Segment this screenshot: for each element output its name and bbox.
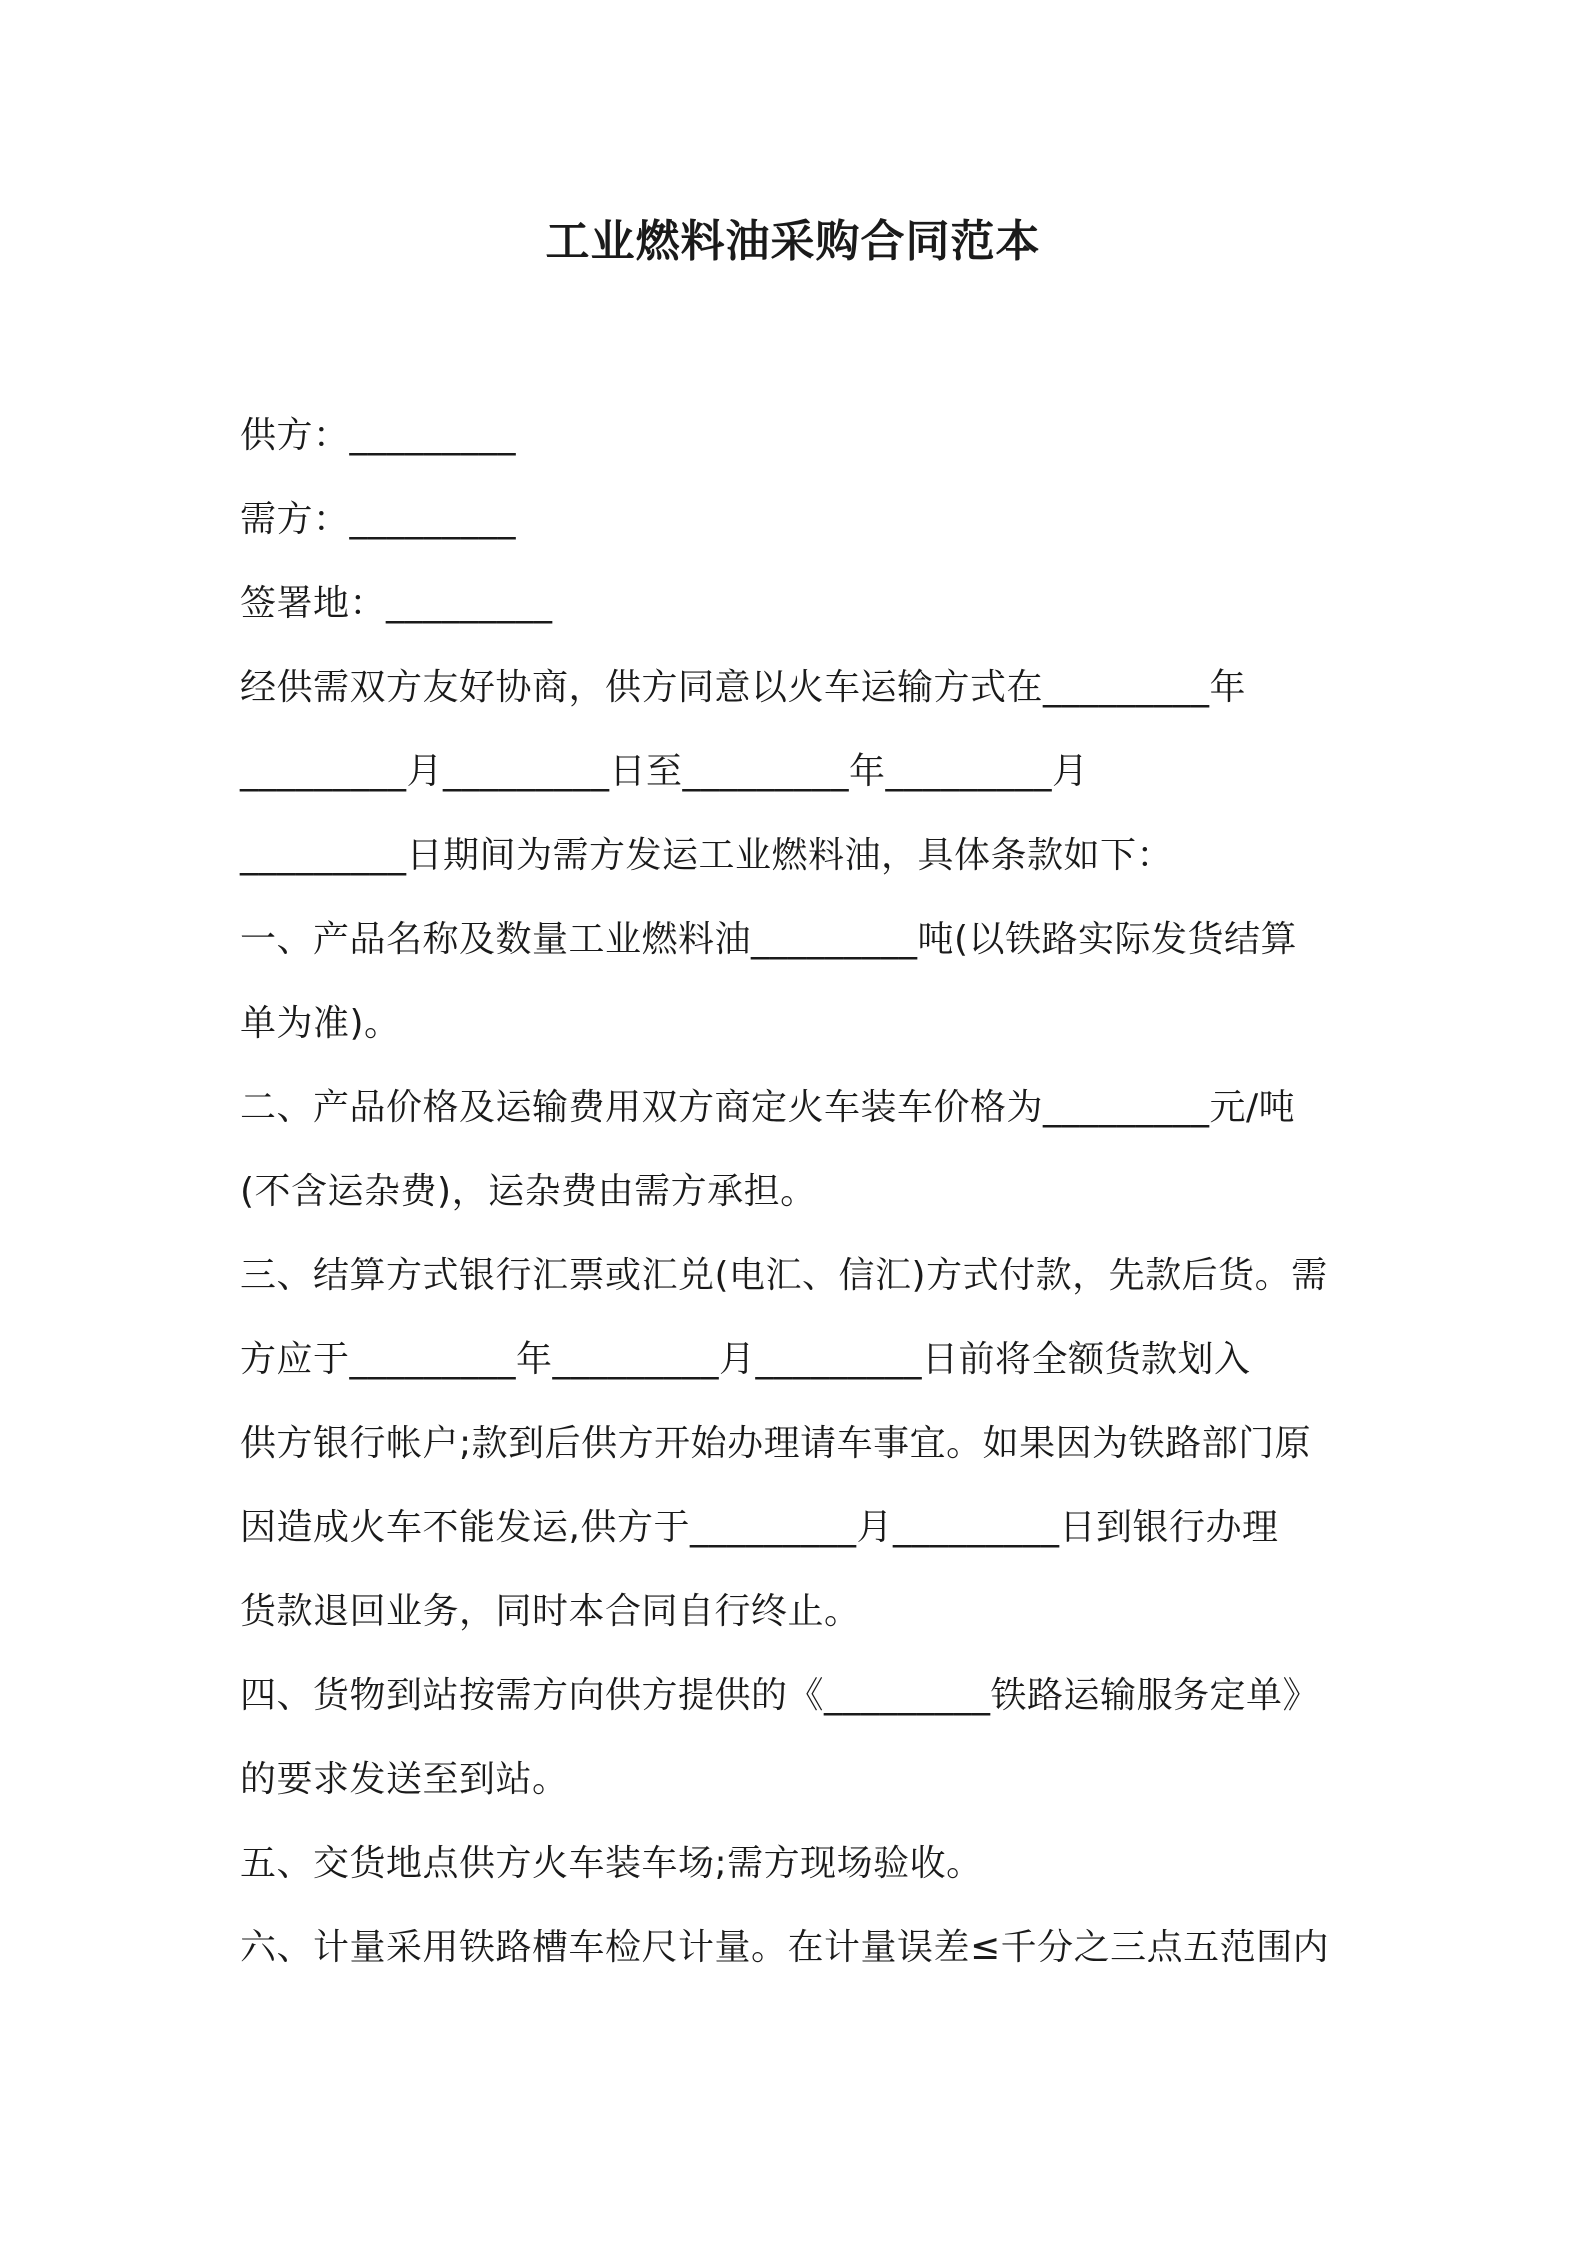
clause-2-line-1: 二、产品价格及运输费用双方商定火车装车价格为_________元/吨 xyxy=(240,1087,1296,1128)
clause-3-line-3: 供方银行帐户;款到后供方开始办理请车事宜。如果因为铁路部门原 xyxy=(240,1423,1312,1464)
clause-1-line-2: 单为准)。 xyxy=(240,1003,401,1044)
signing-place-line: 签署地：_________ xyxy=(240,583,553,624)
clause-1-line-1: 一、产品名称及数量工业燃料油_________吨(以铁路实际发货结算 xyxy=(240,919,1298,960)
clause-4-line-1: 四、货物到站按需方向供方提供的《_________铁路运输服务定单》 xyxy=(240,1675,1320,1716)
document-title: 工业燃料油采购合同范本 xyxy=(545,216,1041,267)
intro-line-2: _________月_________日至_________年_________月 xyxy=(240,751,1089,792)
buyer-line: 需方：_________ xyxy=(240,499,517,540)
clause-3-line-4: 因造成火车不能发运,供方于_________月_________日到银行办理 xyxy=(240,1507,1279,1548)
intro-line-1: 经供需双方友好协商，供方同意以火车运输方式在_________年 xyxy=(240,667,1247,708)
intro-line-3: _________日期间为需方发运工业燃料油，具体条款如下： xyxy=(240,835,1174,876)
clause-3-line-5: 货款退回业务，同时本合同自行终止。 xyxy=(240,1591,861,1632)
clause-6-line-1: 六、计量采用铁路槽车检尺计量。在计量误差≤千分之三点五范围内 xyxy=(240,1927,1330,1968)
clause-4-line-2: 的要求发送至到站。 xyxy=(240,1759,569,1800)
supplier-line: 供方：_________ xyxy=(240,415,517,456)
clause-2-line-2: (不含运杂费)，运杂费由需方承担。 xyxy=(240,1171,817,1212)
clause-3-line-2: 方应于_________年_________月_________日前将全额货款划入 xyxy=(240,1339,1251,1380)
clause-5-line-1: 五、交货地点供方火车装车场;需方现场验收。 xyxy=(240,1843,983,1884)
clause-3-line-1: 三、结算方式银行汇票或汇兑(电汇、信汇)方式付款，先款后货。需 xyxy=(240,1255,1328,1296)
